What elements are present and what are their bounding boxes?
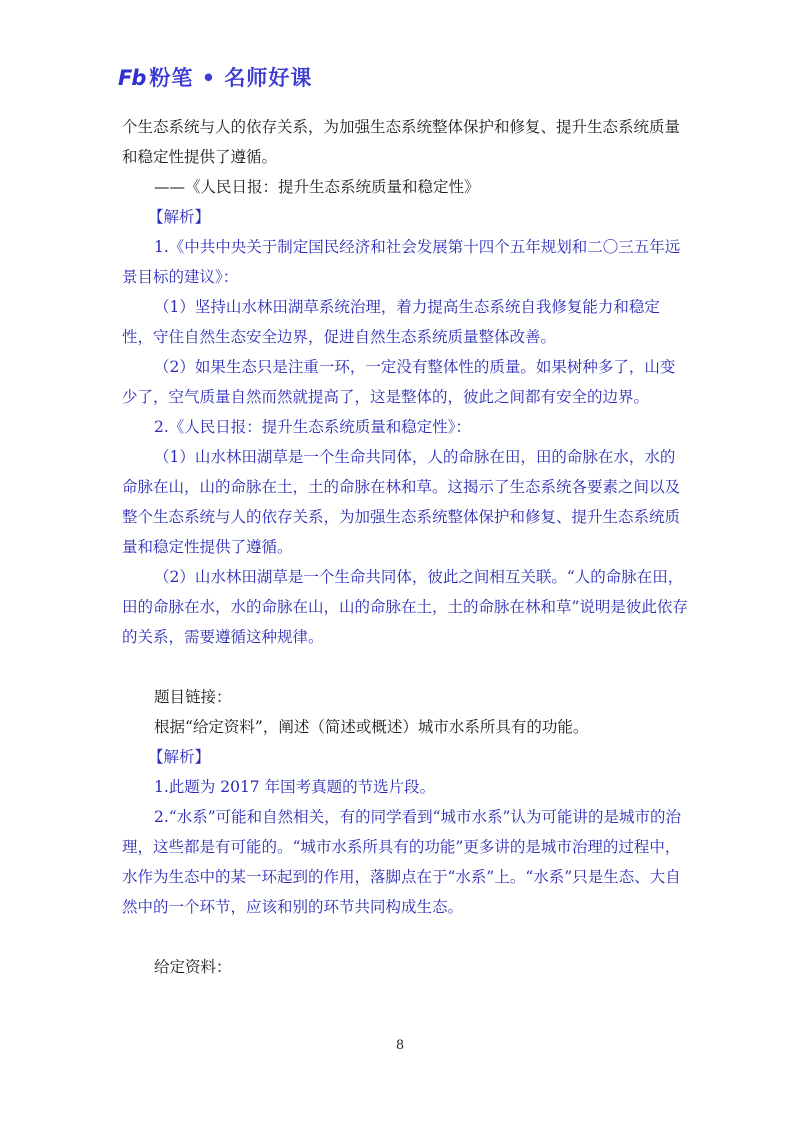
document-body [122,112,688,982]
spacer [122,922,688,952]
analysis-paragraph: （2）如果生态只是注重一环，一定没有整体性的质量。如果树种多了，山变少了，空气质量自然而然就提高了，这是整体的，彼此之间都有安全的边界。 [122,358,676,406]
analysis-tag: 【解析】 [148,208,211,226]
logo-text: 粉笔 • 名师好课 [149,66,313,90]
analysis-paragraph: （1）山水林田湖草是一个生命共同体，人的命脉在田，田的命脉在水，水的命脉在山，山的命脉在土，土的命脉在林和草。这揭示了生态系统各要素之间以及整个生态系统与人的依存关系，为加强生态系统整体保护和修复、提升生态系统质量和稳定性提供了遵循。 [122,448,681,556]
analysis-paragraph: （1）坚持山水林田湖草系统治理，着力提高生态系统自我修复能力和稳定性，守住自然生态安全边界，促进自然生态系统质量整体改善。 [122,298,660,346]
logo-mark: Fb [118,66,146,90]
material-tail: 个生态系统与人的依存关系，为加强生态系统整体保护和修复、提升生态系统质量和稳定性提供了遵循。 [122,118,681,166]
analysis-paragraph: 1.此题为 2017 年国考真题的节选片段。 [154,778,436,796]
question-link-label: 题目链接： [154,688,232,706]
source-citation: ——《人民日报：提升生态系统质量和稳定性》 [154,178,480,196]
analysis-paragraph: 1.《中共中央关于制定国民经济和社会发展第十四个五年规划和二〇三五年远景目标的建议》： [122,238,681,286]
analysis-paragraph: 2.“水系”可能和自然相关，有的同学看到“城市水系”认为可能讲的是城市的治理，这些都是有可能的。“城市水系所具有的功能”更多讲的是城市治理的过程中，水作为生态中的某一环起到的作用，落脚点在于“水系”上。“水系”只是生态、大自然中的一个环节，应该和别的环节共同构成生态。 [122,808,681,916]
fenbi-logo [118,62,312,92]
analysis-paragraph: 2.《人民日报：提升生态系统质量和稳定性》： [154,418,472,436]
analysis-tag: 【解析】 [148,748,211,766]
spacer [122,652,688,682]
given-material-label: 给定资料： [154,958,232,976]
question-text: 根据“给定资料”，阐述（简述或概述）城市水系所具有的功能。 [154,718,589,736]
page-number: 8 [395,1038,405,1053]
analysis-paragraph: （2）山水林田湖草是一个生命共同体，彼此之间相互关联。“人的命脉在田，田的命脉在水，水的命脉在山，山的命脉在土，土的命脉在林和草”说明是彼此依存的关系，需要遵循这种规律。 [122,568,688,646]
